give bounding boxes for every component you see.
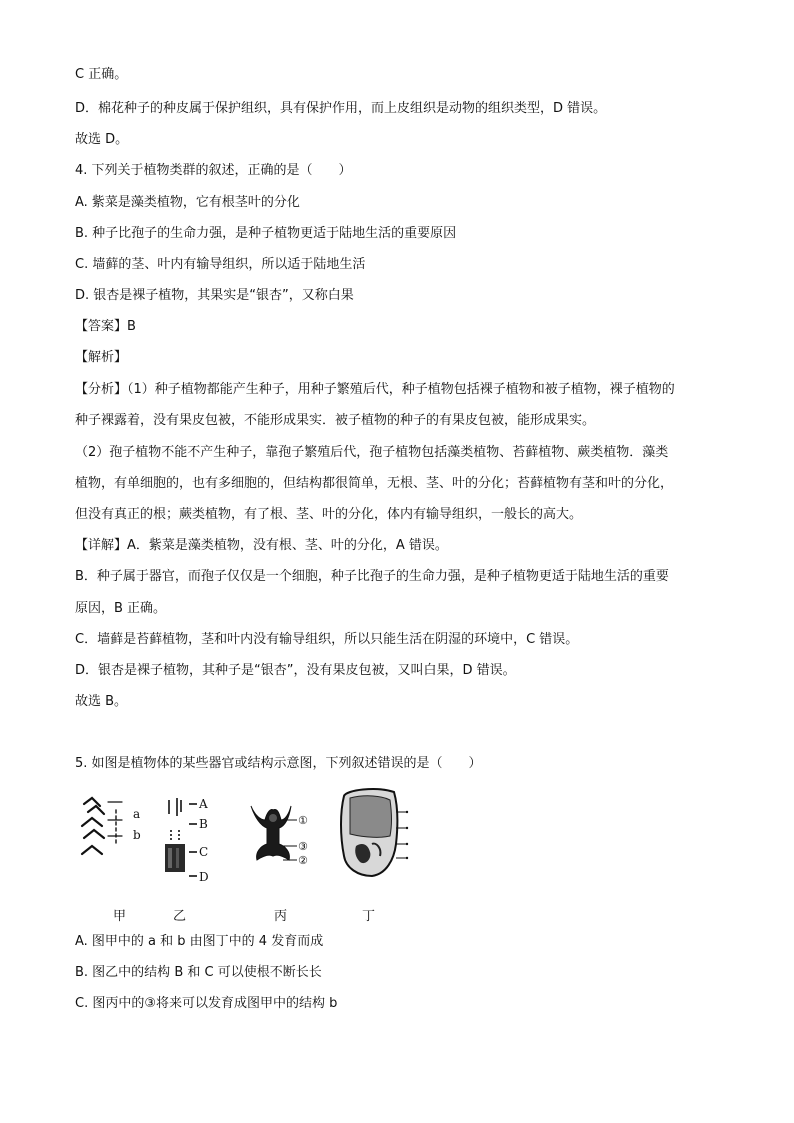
yi-label-a: A: [199, 797, 208, 811]
xiangjie-tag: 【详解】: [75, 538, 128, 553]
q4-option-c: C. 墙藓的茎、叶内有输导组织，所以适于陆地生活: [75, 257, 366, 272]
caption-bing: 丙: [274, 909, 288, 924]
bing-label-3: ③: [298, 840, 308, 853]
jia-label-a: a: [133, 807, 141, 821]
answer-value: B: [127, 319, 136, 334]
q4-detail-a: [75, 538, 448, 554]
yi-label-d: D: [199, 870, 209, 884]
q5-option-a: A. 图甲中的 a 和 b 由图丁中的 4 发育而成: [75, 934, 324, 949]
q4-fenxi-2b: 植物，有单细胞的，也有多细胞的，但结构都很简单，无根、茎、叶的分化；苔藓植物有茎和叶的分化，: [75, 476, 674, 491]
yi-label-c: C: [199, 845, 209, 859]
answer-tag: 【答案】: [75, 319, 128, 334]
q4-fenxi-1a: [75, 382, 675, 398]
fenxi-1a-text: （1）种子植物都能产生种子，用种子繁殖后代，种子植物包括裸子植物和被子植物，裸子植物的: [127, 382, 675, 397]
q4-stem: 4. 下列关于植物类群的叙述，正确的是（ ）: [75, 163, 352, 178]
figure-jia: [78, 792, 150, 862]
q4-fenxi-2a: （2）孢子植物不能不产生种子，靠孢子繁殖后代，孢子植物包括藻类植物、苔藓植物、蕨类植物．藻类: [75, 445, 669, 460]
q4-select: 故选 B。: [75, 694, 128, 709]
q4-analysis-tag: 【解析】: [75, 350, 128, 365]
detail-a-text: A．紫菜是藻类植物，没有根、茎、叶的分化，A 错误。: [127, 538, 448, 553]
q4-detail-c: C．墙藓是苔藓植物，茎和叶内没有输导组织，所以只能生活在阴湿的环境中，C 错误。: [75, 632, 579, 647]
caption-jia: 甲: [113, 909, 127, 924]
q5-stem: 5. 如图是植物体的某些器官或结构示意图，下列叙述错误的是（ ）: [75, 756, 482, 771]
caption-yi: 乙: [173, 909, 187, 924]
bing-label-2: ②: [298, 854, 308, 867]
q4-option-b: B. 种子比孢子的生命力强，是种子植物更适于陆地生活的重要原因: [75, 226, 457, 241]
q4-detail-b1: B．种子属于器官，而孢子仅仅是一个细胞，种子比孢子的生命力强，是种子植物更适于陆地生活的重要: [75, 569, 669, 584]
q4-option-d: D. 银杏是裸子植物，其果实是“银杏”，又称白果: [75, 288, 354, 303]
prev-d-line: D．棉花种子的种皮属于保护组织，具有保护作用，而上皮组织是动物的组织类型，D 错误。: [75, 101, 607, 116]
bing-label-1: ①: [298, 814, 308, 827]
prev-c-line: C 正确。: [75, 67, 128, 82]
q4-detail-d: D．银杏是裸子植物，其种子是“银杏”，没有果皮包被，又叫白果，D 错误。: [75, 663, 516, 678]
q4-fenxi-2c: 但没有真正的根；蕨类植物，有了根、茎、叶的分化，体内有输导组织，一般长的高大。: [75, 507, 583, 522]
q5-option-c: C. 图丙中的③将来可以发育成图甲中的结构 b: [75, 996, 338, 1011]
figure-yi: [155, 790, 221, 890]
q4-fenxi-1b: 种子裸露着，没有果皮包被，不能形成果实．被子植物的种子的有果皮包被，能形成果实。: [75, 413, 596, 428]
yi-label-b: B: [199, 817, 208, 831]
q4-answer: [75, 319, 136, 335]
q5-option-b: B. 图乙中的结构 B 和 C 可以使根不断长长: [75, 965, 322, 980]
figure-bing: [243, 798, 315, 872]
caption-ding: 丁: [362, 909, 376, 924]
prev-select: 故选 D。: [75, 132, 129, 147]
jia-label-b: b: [133, 828, 141, 842]
q4-option-a: A. 紫菜是藻类植物，它有根茎叶的分化: [75, 195, 300, 210]
figure-ding: [336, 786, 412, 880]
q4-detail-b2: 原因，B 正确。: [75, 601, 167, 616]
fenxi-tag: 【分析】: [75, 382, 128, 397]
